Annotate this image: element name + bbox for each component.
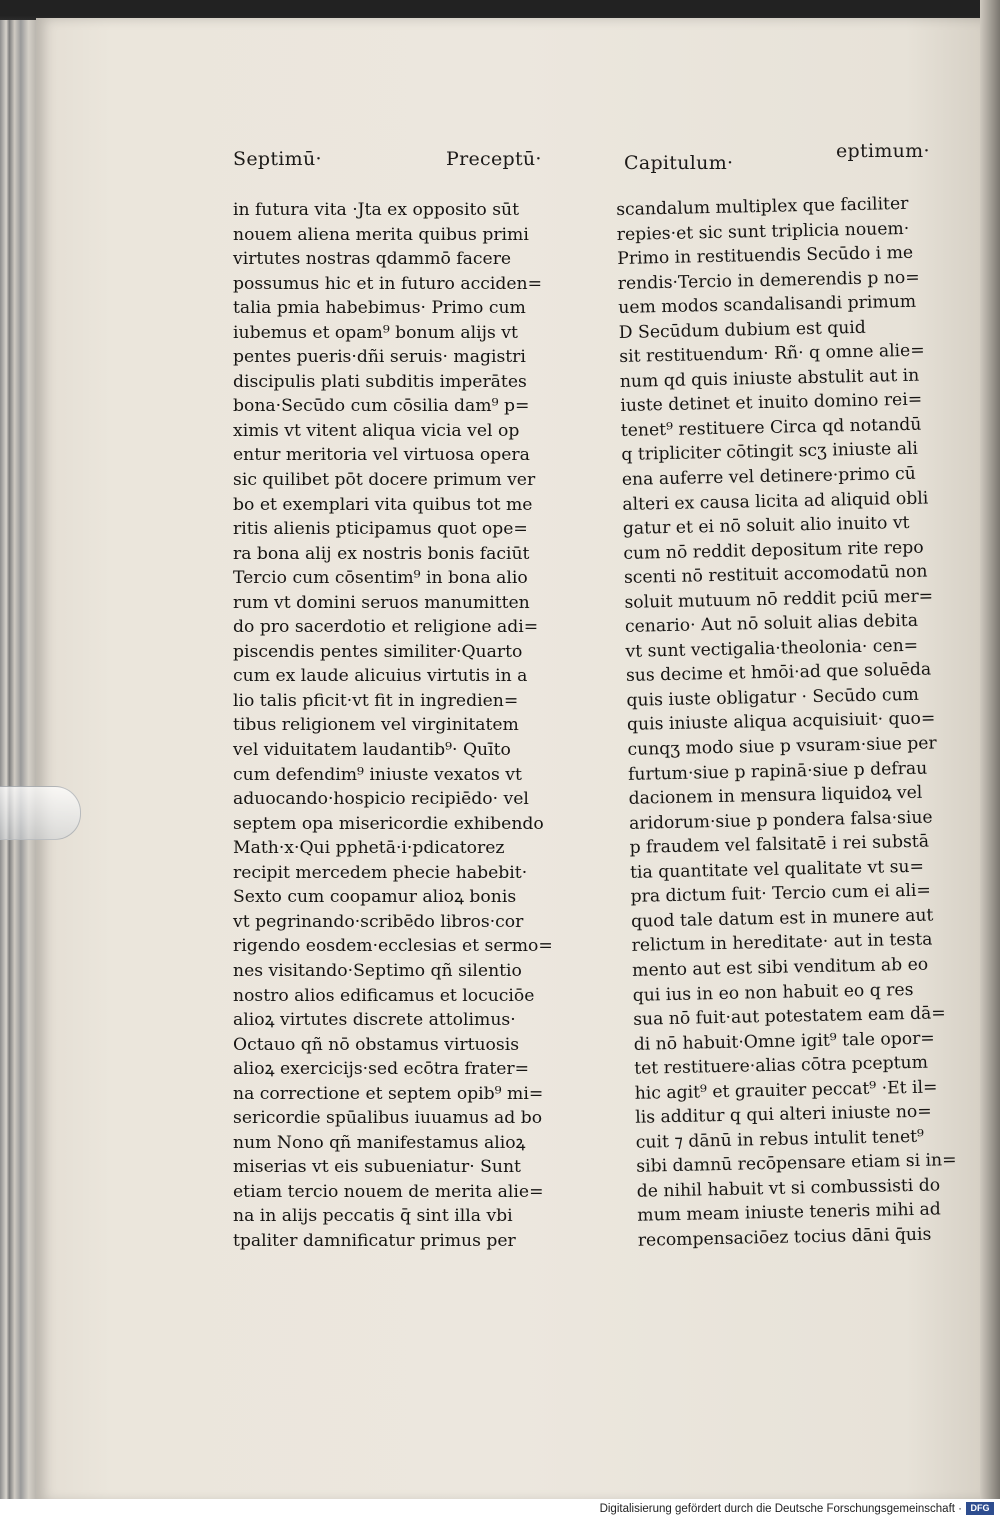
text-line: gatur et ei nō soluit alio inuito vt xyxy=(622,513,910,540)
text-line: sic quilibet pōt docere primum ver xyxy=(233,470,536,491)
text-line: cenario· Aut nō soluit alias debita xyxy=(624,611,919,638)
text-line: tibus religionem vel virginitatem xyxy=(233,715,519,736)
text-line: iubemus et opam⁹ bonum alijs vt xyxy=(233,322,518,343)
text-line: bo et exemplari vita quibus tot me xyxy=(233,494,533,515)
text-line: Math·x·Qui pphetā·i·pdicatorez xyxy=(233,838,505,859)
footer-credit: Digitalisierung gefördert durch die Deutsche Forschungsgemeinschaft · xyxy=(599,1503,962,1515)
text-line: di nō habuit·Omne igit⁹ tale opor= xyxy=(633,1028,935,1055)
text-line: rendis·Tercio in demerendis p no= xyxy=(617,267,920,294)
text-line: sua nō fuit·aut potestatem eam dā= xyxy=(633,1003,946,1030)
text-line: bona·Secūdo cum cōsilia dam⁹ p= xyxy=(233,396,530,417)
text-line: soluit mutuum nō reddit pciū mer= xyxy=(624,586,934,613)
text-line: mum meam iniuste teneris mihi ad xyxy=(637,1199,941,1227)
text-line: alioꝝ exercicijs·sed ecōtra frater= xyxy=(233,1059,530,1080)
footer-bar xyxy=(0,1499,1000,1517)
text-line: Primo in restituendis Secūdo i me xyxy=(617,242,914,270)
text-line: num Nono qñ manifestamus alioꝝ xyxy=(233,1132,526,1153)
text-line: quis iniuste aliqua acquisiuit· quo= xyxy=(626,708,936,736)
text-line: possumus hic et in futuro acciden= xyxy=(233,273,543,294)
text-line: na in alijs peccatis q̄ sint illa vbi xyxy=(233,1206,513,1227)
text-line: in futura vita ·Jta ex opposito sūt xyxy=(233,200,520,220)
text-line: iuste detinet et inuito domino rei= xyxy=(620,390,923,417)
running-head-left-2: Preceptū· xyxy=(446,148,542,170)
text-line: mento aut est sibi venditum ab eo xyxy=(631,954,929,981)
text-line: sibi damnū recōpensare etiam si in= xyxy=(636,1150,957,1178)
text-line: etiam tercio nouem de merita alie= xyxy=(233,1181,544,1202)
text-line: q tripliciter cōtingit scʒ iniuste ali xyxy=(621,439,919,466)
text-line: ra bona alij ex nostris bonis faciūt xyxy=(233,543,530,564)
text-line: lis additur q qui alteri iniuste no= xyxy=(635,1101,932,1129)
text-line: sit restituendum· Rñ· q omne alie= xyxy=(619,340,925,368)
text-line: D Secūdum dubium est quid xyxy=(618,317,867,343)
text-line: pentes pueris·dñi seruis· magistri xyxy=(233,347,526,368)
text-column-right xyxy=(616,191,956,1253)
text-line: vel viduitatem laudantib⁹· Quīto xyxy=(233,740,511,761)
text-line: na correctione et septem opib⁹ mi= xyxy=(233,1083,544,1104)
text-line: rum vt domini seruos manumitten xyxy=(233,592,530,613)
text-line: relictum in hereditate· aut in testa xyxy=(631,929,933,957)
text-line: tenet⁹ restituere Circa qd notandū xyxy=(620,414,922,441)
text-line: tia quantitate vel qualitate vt su= xyxy=(629,856,925,883)
text-line: nes visitando·Septimo qñ silentio xyxy=(233,960,522,981)
text-line: repies·et sic sunt triplicia nouem· xyxy=(616,218,910,245)
running-head-right-1: Capitulum· xyxy=(624,152,734,174)
text-line: Sexto cum coopamur alioꝝ bonis xyxy=(233,887,517,908)
text-line: scenti nō restituit accomodatū non xyxy=(623,561,928,589)
text-line: septem opa misericordie exhibendo xyxy=(233,813,544,834)
text-line: do pro sacerdotio et religione adi= xyxy=(233,617,539,638)
text-line: cum defendim⁹ iniuste vexatos vt xyxy=(233,764,522,785)
text-line: recipit mercedem phecie habebit· xyxy=(233,862,528,883)
text-line: ena auferre vel detinere·primo cū xyxy=(621,463,916,490)
text-line: entur meritoria vel virtuosa opera xyxy=(233,445,530,466)
text-line: cuit ⁊ dānū in rebus intulit tenet⁹ xyxy=(635,1126,925,1153)
text-line: cum nō reddit depositum rite repo xyxy=(623,537,924,564)
text-line: aduocando·hospicio recipiēdo· vel xyxy=(233,789,529,810)
text-line: alioꝝ virtutes discrete attolimus· xyxy=(233,1010,516,1031)
text-line: piscendis pentes similiter·Quarto xyxy=(233,641,523,662)
running-head-left-1: Septimū· xyxy=(233,148,322,170)
text-line: nostro alios edificamus et locuciōe xyxy=(233,985,535,1006)
text-line: rigendo eosdem·ecclesias et sermo= xyxy=(233,936,553,957)
text-line: scandalum multiplex que faciliter xyxy=(616,193,909,220)
book-clip xyxy=(0,786,81,840)
text-line: p fraudem vel falsitatē i rei substā xyxy=(629,831,930,859)
text-line: alteri ex causa licita ad aliquid obli xyxy=(622,488,929,515)
text-column-left xyxy=(233,198,553,1254)
running-head-right-2: eptimum· xyxy=(836,140,930,162)
text-line: uem modos scandalisandi primum xyxy=(618,291,917,319)
text-line: sericordie spūalibus iuuamus ad bo xyxy=(233,1108,543,1129)
text-line: talia pmia habebimus· Primo cum xyxy=(233,298,526,319)
text-line: qui ius in eo non habuit eo q res xyxy=(632,979,914,1006)
text-line: vt sunt vectigalia·theolonia· cen= xyxy=(625,635,919,662)
text-line: dacionem in mensura liquidoꝝ vel xyxy=(628,782,923,809)
text-line: cum ex laude alicuius virtutis in a xyxy=(233,666,528,687)
text-line: nouem aliena merita quibus primi xyxy=(233,224,529,245)
text-line: tpaliter damnificatur primus per xyxy=(233,1230,516,1251)
text-line: quis iuste obligatur · Secūdo cum xyxy=(626,684,920,711)
text-line: de nihil habuit vt si combussisti do xyxy=(636,1175,941,1202)
text-line: cunqʒ modo siue p vsuram·siue per xyxy=(627,733,937,760)
text-line: lio talis pficit·vt fit in ingredien= xyxy=(233,690,519,711)
text-line: hic agit⁹ et grauiter peccat⁹ ·Et il= xyxy=(634,1077,938,1104)
text-line: recompensaciōez tocius dāni q̄uis xyxy=(637,1224,932,1251)
text-line: ximis vt vitent aliqua vicia vel op xyxy=(233,420,520,441)
right-page-edge xyxy=(980,0,1000,1517)
text-line: pra dictum fuit· Tercio cum ei ali= xyxy=(630,880,932,908)
text-line: num qd quis iniuste abstulit aut in xyxy=(619,365,920,392)
text-line: vt pegrinando·scribēdo libros·cor xyxy=(233,911,524,932)
text-line: Tercio cum cōsentim⁹ in bona alio xyxy=(233,568,528,589)
text-line: furtum·siue p rapinā·siue p defrau xyxy=(627,758,928,785)
text-line: discipulis plati subditis imperātes xyxy=(233,371,527,392)
text-line: miserias vt eis subueniatur· Sunt xyxy=(233,1157,521,1178)
dfg-logo: DFG xyxy=(966,1502,994,1515)
text-line: Octauo qñ nō obstamus virtuosis xyxy=(233,1034,520,1055)
text-line: aridorum·siue p pondera falsa·siue xyxy=(628,807,933,834)
text-line: quod tale datum est in munere aut xyxy=(630,905,934,932)
text-line: ritis alienis pticipamus quot ope= xyxy=(233,519,528,540)
text-line: sus decime et hmōi·ad que soluēda xyxy=(625,659,932,687)
text-line: virtutes nostras qdammō facere xyxy=(233,249,512,270)
text-line: tet restituere·alias cōtra pceptum xyxy=(634,1052,929,1079)
